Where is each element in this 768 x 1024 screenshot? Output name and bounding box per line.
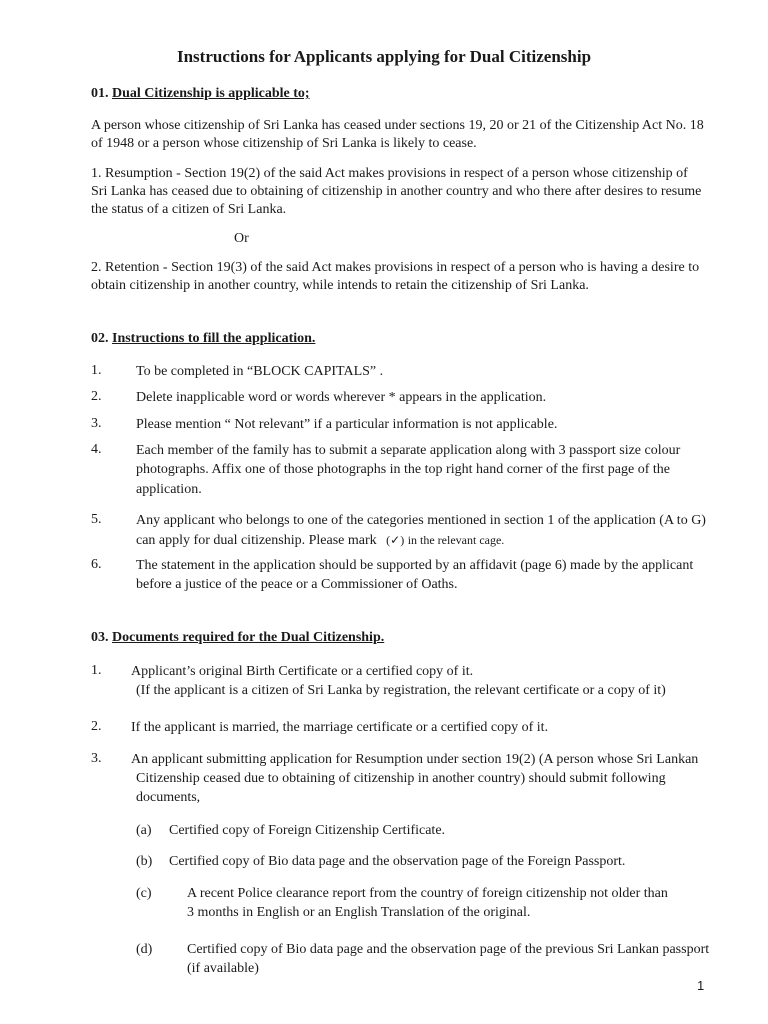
subitem-b-text: Certified copy of Bio data page and the observation page of the Foreign Passport. bbox=[169, 854, 626, 869]
instruction-1-number: 1. bbox=[91, 363, 102, 378]
document-3-line-1: An applicant submitting application for Resumption under section 19(2) (A person whose Sri Lankan bbox=[131, 752, 699, 767]
instruction-6-line-1: The statement in the application should be supported by an affidavit (page 6) made by the applicant bbox=[136, 558, 694, 573]
instruction-1-text: To be completed in “BLOCK CAPITALS” . bbox=[136, 364, 384, 379]
section-3-title: Documents required for the Dual Citizenship. bbox=[112, 630, 385, 645]
document-3-line-2: Citizenship ceased due to obtaining of citizenship in another country) should submit following bbox=[136, 771, 666, 786]
instruction-6-line-2: before a justice of the peace or a Commissioner of Oaths. bbox=[136, 577, 458, 592]
subitem-b-label: (b) bbox=[136, 854, 153, 869]
section-3-number: 03. bbox=[91, 630, 109, 645]
subitem-d-line-1: Certified copy of Bio data page and the observation page of the previous Sri Lankan passport bbox=[187, 942, 710, 957]
instruction-2-text: Delete inapplicable word or words wherever * appears in the application. bbox=[136, 390, 547, 405]
or-separator: Or bbox=[234, 231, 249, 246]
subitem-c-line-1: A recent Police clearance report from the country of foreign citizenship not older than bbox=[187, 886, 668, 901]
instruction-4-number: 4. bbox=[91, 442, 102, 457]
section-2-number: 02. bbox=[91, 331, 109, 346]
checkmark-symbol: (✓) bbox=[386, 533, 405, 547]
instruction-5-line-1: Any applicant who belongs to one of the categories mentioned in section 1 of the application (A to G) bbox=[136, 513, 706, 528]
page-title: Instructions for Applicants applying for Dual Citizenship bbox=[176, 47, 592, 66]
instruction-3-text: Please mention “ Not relevant” if a particular information is not applicable. bbox=[136, 417, 558, 432]
instruction-5-mark-tail: in the relevant cage. bbox=[407, 533, 505, 547]
subitem-c-line-2: 3 months in English or an English Translation of the original. bbox=[187, 905, 531, 920]
instruction-5-number: 5. bbox=[91, 512, 102, 527]
instruction-4-line-3: application. bbox=[136, 482, 202, 497]
section-1-number: 01. bbox=[91, 86, 109, 101]
instruction-2-number: 2. bbox=[91, 389, 102, 404]
subitem-a-label: (a) bbox=[136, 823, 152, 838]
instruction-5-line-2 bbox=[136, 531, 504, 550]
subitem-a-text: Certified copy of Foreign Citizenship Certificate. bbox=[169, 823, 446, 838]
section-1-heading bbox=[91, 86, 310, 102]
instruction-6-number: 6. bbox=[91, 557, 102, 572]
document-3-number: 3. bbox=[91, 751, 102, 766]
document-1-line-1: Applicant’s original Birth Certificate or a certified copy of it. bbox=[131, 664, 474, 679]
section-2-heading bbox=[91, 331, 315, 347]
instruction-3-number: 3. bbox=[91, 416, 102, 431]
retention-line-2: obtain citizenship in another country, while intends to retain the citizenship of Sri Lanka. bbox=[91, 278, 589, 293]
document-1-number: 1. bbox=[91, 663, 102, 678]
section-1-intro-line-1: A person whose citizenship of Sri Lanka has ceased under sections 19, 20 or 21 of the Citizenship Act No. 18 bbox=[91, 118, 704, 133]
retention-line-1: 2. Retention - Section 19(3) of the said Act makes provisions in respect of a person who is having a desire to bbox=[91, 260, 700, 275]
document-1-line-2: (If the applicant is a citizen of Sri Lanka by registration, the relevant certificate or a copy of it) bbox=[136, 683, 666, 698]
instruction-4-line-1: Each member of the family has to submit a separate application along with 3 passport size colour bbox=[136, 443, 681, 458]
section-1-title: Dual Citizenship is applicable to; bbox=[112, 86, 310, 101]
section-3-heading bbox=[91, 630, 384, 646]
section-1-intro-line-2: of 1948 or a person whose citizenship of Sri Lanka is likely to cease. bbox=[91, 136, 477, 151]
section-2-title: Instructions to fill the application. bbox=[112, 331, 316, 346]
resumption-line-3: the status of a citizen of Sri Lanka. bbox=[91, 202, 287, 217]
page-number: 1 bbox=[697, 978, 705, 993]
instruction-5-line-2-text: can apply for dual citizenship. Please mark bbox=[136, 533, 377, 548]
document-2-text: If the applicant is married, the marriage certificate or a certified copy of it. bbox=[131, 720, 549, 735]
instruction-4-line-2: photographs. Affix one of those photographs in the top right hand corner of the first page of the bbox=[136, 462, 670, 477]
document-3-line-3: documents, bbox=[136, 790, 201, 805]
document-2-number: 2. bbox=[91, 719, 102, 734]
resumption-line-1: 1. Resumption - Section 19(2) of the said Act makes provisions in respect of a person whose citizenship of bbox=[91, 166, 688, 181]
subitem-c-label: (c) bbox=[136, 886, 152, 901]
resumption-line-2: Sri Lanka has ceased due to obtaining of citizenship in another country and who there after desires to resume bbox=[91, 184, 702, 199]
subitem-d-label: (d) bbox=[136, 942, 153, 957]
subitem-d-line-2: (if available) bbox=[187, 961, 259, 976]
